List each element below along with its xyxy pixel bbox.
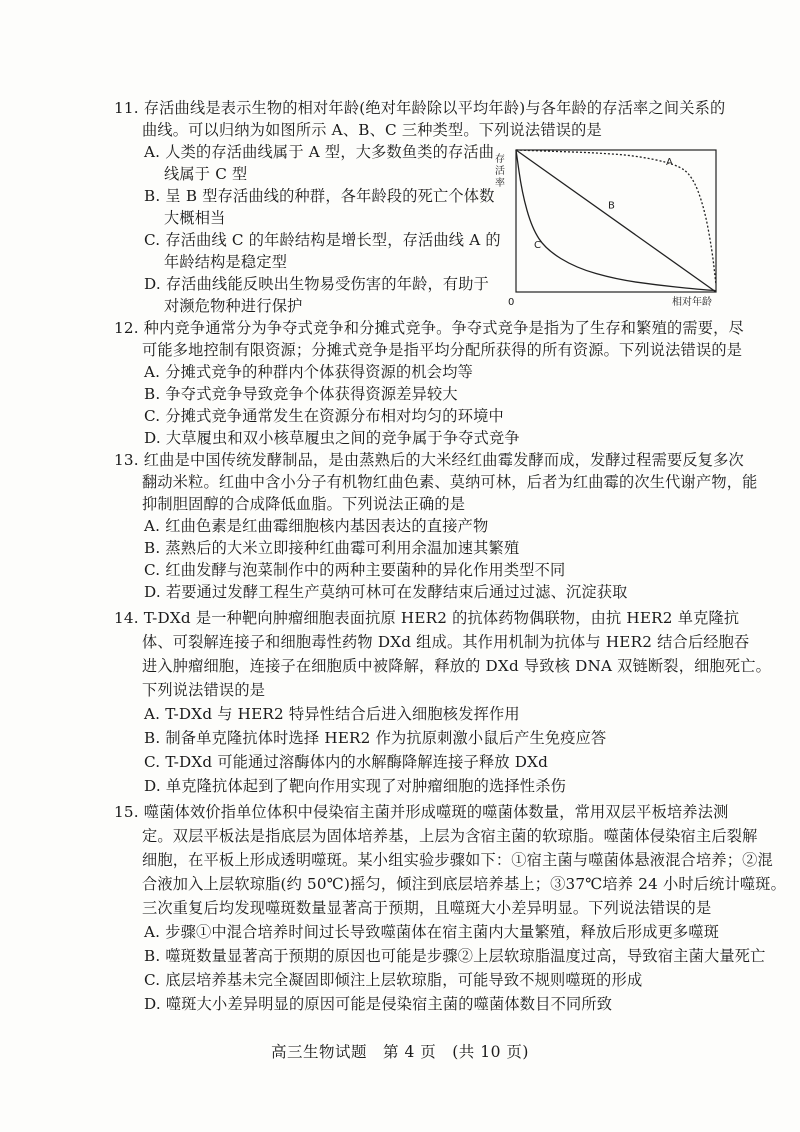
q14-stem-line-4: 下列说法错误的是 (142, 681, 266, 699)
curve-label-b: B (608, 200, 615, 212)
page-footer: 高三生物试题 第 4 页 (共 10 页) (271, 1043, 529, 1061)
q11-option-a-line-1: A. 人类的存活曲线属于 A 型，大多数鱼类的存活曲 (144, 143, 495, 161)
q15-option-d: D. 噬斑大小差异明显的原因可能是侵染宿主菌的噬菌体数目不同所致 (144, 995, 613, 1013)
q11-option-c-line-1: C. 存活曲线 C 的年龄结构是增长型，存活曲线 A 的 (144, 231, 501, 249)
q11-option-d-line-1: D. 存活曲线能反映出生物易受伤害的年龄，有助于 (144, 275, 490, 293)
q11-stem-line-1: 11. 存活曲线是表示生物的相对年龄(绝对年龄除以平均年龄)与各年龄的存活率之间关系的 (114, 99, 726, 117)
q12-option-a: A. 分摊式竞争的种群内个体获得资源的机会均等 (144, 363, 473, 381)
q12-stem-line-1: 12. 种内竞争通常分为争夺式竞争和分摊式竞争。争夺式竞争是指为了生存和繁殖的需要，尽 (114, 319, 744, 337)
q11-option-d-line-2: 对濒危物种进行保护 (164, 297, 303, 315)
q14-option-a: A. T-DXd 与 HER2 特异性结合后进入细胞核发挥作用 (144, 705, 520, 723)
q13-option-c: C. 红曲发酵与泡菜制作中的两种主要菌种的异化作用类型不同 (144, 561, 566, 579)
q11-option-c-line-2: 年龄结构是稳定型 (164, 253, 288, 271)
q15-stem-line-5: 三次重复后均发现噬斑数量显著高于预期，且噬斑大小差异明显。下列说法错误的是 (142, 899, 712, 917)
q11-option-b-line-1: B. 呈 B 型存活曲线的种群，各年龄段的死亡个体数 (144, 187, 495, 205)
q11-stem-line-2: 曲线。可以归纳为如图所示 A、B、C 三种类型。下列说法错误的是 (142, 121, 602, 139)
q15-stem-line-3: 细胞，在平板上形成透明噬斑。某小组实验步骤如下：①宿主菌与噬菌体悬液混合培养；②混 (142, 851, 773, 869)
q12-option-d: D. 大草履虫和双小核草履虫之间的竞争属于争夺式竞争 (144, 429, 520, 447)
q12-stem-line-2: 可能多地控制有限资源；分摊式竞争是指平均分配所获得的所有资源。下列说法错误的是 (142, 341, 743, 359)
survival-curve-chart (494, 142, 724, 312)
curve-label-c: C (534, 240, 541, 252)
survival-curve-a (516, 150, 716, 285)
q14-stem-line-3: 进入肿瘤细胞，连接子在细胞质中被降解，释放的 DXd 导致核 DNA 双链断裂，细胞死亡。 (142, 657, 772, 675)
y-axis-label: 存活率 (495, 154, 505, 189)
origin-label: 0 (508, 297, 515, 308)
survival-curve-svg (494, 142, 724, 312)
q14-stem-line-1: 14. T-DXd 是一种靶向肿瘤细胞表面抗原 HER2 的抗体药物偶联物，由抗 HER2 单克隆抗 (114, 609, 740, 627)
x-axis-label: 相对年龄 (672, 297, 712, 308)
q15-stem-line-4: 合液加入上层软琼脂(约 50℃)摇匀，倾注到底层培养基上；③37℃培养 24 小时后统计噬斑。 (142, 875, 787, 893)
q12-option-b: B. 争夺式竞争导致竞争个体获得资源差异较大 (144, 385, 458, 403)
q14-stem-line-2: 体、可裂解连接子和细胞毒性药物 DXd 组成。其作用机制为抗体与 HER2 结合后经胞吞 (142, 633, 750, 651)
q15-option-b: B. 噬斑数量显著高于预期的原因也可能是步骤②上层软琼脂温度过高，导致宿主菌大量死亡 (144, 947, 766, 965)
q14-option-b: B. 制备单克隆抗体时选择 HER2 作为抗原刺激小鼠后产生免疫应答 (144, 729, 607, 747)
q15-option-c: C. 底层培养基未完全凝固即倾注上层软琼脂，可能导致不规则噬斑的形成 (144, 971, 643, 989)
q11-option-b-line-2: 大概相当 (164, 209, 226, 227)
q13-stem-line-1: 13. 红曲是中国传统发酵制品，是由蒸熟后的大米经红曲霉发酵而成，发酵过程需要反复多次 (114, 451, 744, 469)
q12-option-c: C. 分摊式竞争通常发生在资源分布相对均匀的环境中 (144, 407, 504, 425)
q13-option-b: B. 蒸熟后的大米立即接种红曲霉可利用余温加速其繁殖 (144, 539, 520, 557)
q11-option-a-line-2: 线属于 C 型 (164, 165, 248, 183)
q14-option-d: D. 单克隆抗体起到了靶向作用实现了对肿瘤细胞的选择性杀伤 (144, 777, 566, 795)
q13-option-a: A. 红曲色素是红曲霉细胞核内基因表达的直接产物 (144, 517, 489, 535)
q15-stem-line-1: 15. 噬菌体效价指单位体积中侵染宿主菌并形成噬斑的噬菌体数量，常用双层平板培养法测 (114, 803, 729, 821)
q15-option-a: A. 步骤①中混合培养时间过长导致噬菌体在宿主菌内大量繁殖，释放后形成更多噬斑 (144, 923, 720, 941)
curve-label-a: A (666, 156, 673, 168)
q14-option-c: C. T-DXd 可能通过溶酶体内的水解酶降解连接子释放 DXd (144, 753, 549, 771)
q15-stem-line-2: 定。双层平板法是指底层为固体培养基，上层为含宿主菌的软琼脂。噬菌体侵染宿主后裂解 (142, 827, 758, 845)
q13-stem-line-2: 翻动米粒。红曲中含小分子有机物红曲色素、莫纳可林，后者为红曲霉的次生代谢产物，能 (142, 473, 758, 491)
q13-option-d: D. 若要通过发酵工程生产莫纳可林可在发酵结束后通过过滤、沉淀获取 (144, 583, 628, 601)
q13-stem-line-3: 抑制胆固醇的合成降低血脂。下列说法正确的是 (142, 495, 466, 513)
